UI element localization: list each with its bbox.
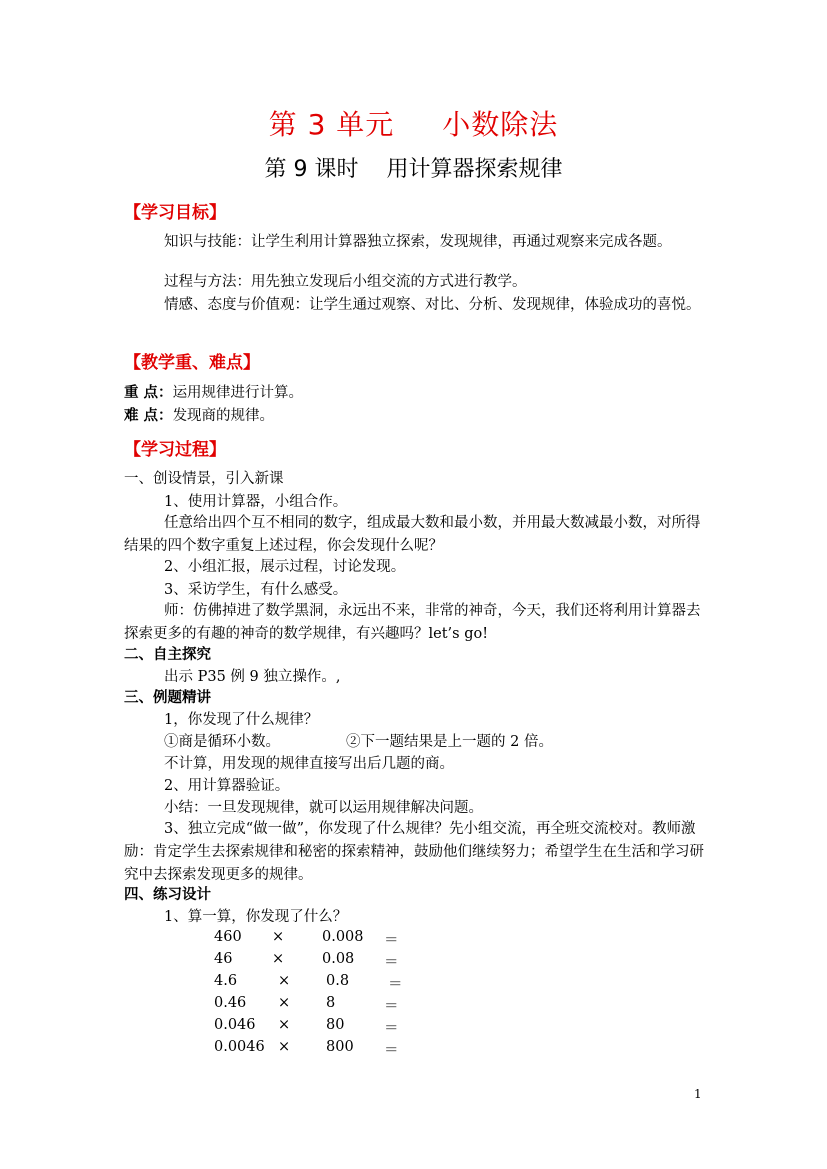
operand-b: 800 bbox=[326, 1039, 354, 1055]
section-objectives: 【学习目标】 bbox=[124, 203, 226, 223]
multiply-sign: × bbox=[278, 1017, 291, 1033]
operand-b: 0.008 bbox=[322, 929, 364, 945]
step-3-item-3: 不计算，用发现的规律直接写出后几题的商。 bbox=[164, 756, 454, 772]
objective-process: 过程与方法：用先独立发现后小组交流的方式进行教学。 bbox=[164, 274, 527, 290]
objective-emotion: 情感、态度与价值观：让学生通过观察、对比、分析、发现规律，体验成功的喜悦。 bbox=[164, 297, 701, 313]
operand-a: 46 bbox=[214, 951, 233, 967]
step-2-item-1: 出示 P35 例 9 独立操作。, bbox=[164, 669, 341, 685]
equals-sign: ＝ bbox=[384, 1021, 399, 1037]
multiply-sign: × bbox=[278, 1039, 291, 1055]
step-4-heading: 四、练习设计 bbox=[124, 887, 211, 903]
step-3-item-1: 1，你发现了什么规律？ bbox=[164, 712, 319, 728]
unit-number: 第 3 单元 bbox=[268, 108, 395, 141]
keypoint-row bbox=[124, 382, 303, 404]
equals-sign: ＝ bbox=[388, 977, 403, 993]
equals-sign: ＝ bbox=[384, 933, 399, 949]
step-1-item-1: 1、使用计算器，小组合作。 bbox=[164, 494, 348, 510]
difficulty-row bbox=[124, 405, 274, 427]
step-1-item-2: 2、小组汇报，展示过程，讨论发现。 bbox=[164, 559, 406, 575]
step-3-item-4: 2、用计算器验证。 bbox=[164, 778, 290, 794]
equals-sign: ＝ bbox=[384, 999, 399, 1015]
multiply-sign: × bbox=[278, 973, 291, 989]
step-3-summary: 小结：一旦发现规律，就可以运用规律解决问题。 bbox=[164, 800, 483, 816]
step-3-paragraph-1: 3、独立完成“做一做”，你发现了什么规律？先小组交流，再全班交流校对。教师激励：肯定学生去探索规律和秘密的探索精神，鼓励他们继续努力；希望学生在生活和学习研究中去探索发现更多的规律。 bbox=[124, 821, 704, 883]
operand-b: 80 bbox=[326, 1017, 345, 1033]
equals-sign: ＝ bbox=[384, 1043, 399, 1059]
operand-a: 0.046 bbox=[214, 1017, 256, 1033]
operand-b: 8 bbox=[326, 995, 336, 1011]
keypoint-label: 重 点： bbox=[124, 385, 173, 401]
multiply-sign: × bbox=[272, 929, 285, 945]
keypoint-text: 运用规律进行计算。 bbox=[172, 385, 304, 401]
step-1-item-3: 3、采访学生，有什么感受。 bbox=[164, 582, 348, 598]
step-3-item-2a: ①商是循环小数。 bbox=[164, 734, 280, 750]
lesson-name: 用计算器探索规律 bbox=[386, 157, 563, 182]
multiply-sign: × bbox=[278, 995, 291, 1011]
multiply-sign: × bbox=[272, 951, 285, 967]
section-process: 【学习过程】 bbox=[124, 440, 226, 460]
difficulty-text: 发现商的规律。 bbox=[172, 408, 275, 424]
step-1-paragraph-2: 师：仿佛掉进了数学黑洞，永远出不来，非常的神奇，今天，我们还将利用计算器去探索更多的有趣的神奇的数学规律，有兴趣吗？let’s go! bbox=[124, 603, 701, 642]
objective-knowledge: 知识与技能：让学生利用计算器独立探索，发现规律，再通过观察来完成各题。 bbox=[164, 234, 672, 250]
step-4-item-1: 1、算一算，你发现了什么？ bbox=[164, 909, 348, 925]
operand-a: 0.0046 bbox=[214, 1039, 265, 1055]
step-1-heading: 一、创设情景，引入新课 bbox=[124, 471, 284, 487]
lesson-title bbox=[0, 152, 827, 183]
operand-a: 4.6 bbox=[214, 973, 238, 989]
step-1-paragraph-1: 任意给出四个互不相同的数字，组成最大数和最小数，并用最大数减最小数，对所得结果的四个数字重复上述过程，你会发现什么呢？ bbox=[124, 515, 701, 554]
unit-title bbox=[0, 103, 827, 143]
step-3-heading: 三、例题精讲 bbox=[124, 690, 211, 706]
difficulty-label: 难 点： bbox=[124, 408, 173, 424]
step-3-item-2b: ②下一题结果是上一题的 2 倍。 bbox=[346, 734, 553, 750]
page-number: 1 bbox=[694, 1087, 702, 1101]
operand-b: 0.8 bbox=[326, 973, 350, 989]
operand-a: 460 bbox=[214, 929, 242, 945]
equals-sign: ＝ bbox=[384, 955, 399, 971]
section-keypoints: 【教学重、难点】 bbox=[124, 353, 260, 373]
step-2-heading: 二、自主探究 bbox=[124, 647, 211, 663]
operand-a: 0.46 bbox=[214, 995, 247, 1011]
operand-b: 0.08 bbox=[322, 951, 355, 967]
unit-name: 小数除法 bbox=[442, 108, 559, 141]
lesson-number: 第 9 课时 bbox=[264, 157, 359, 182]
